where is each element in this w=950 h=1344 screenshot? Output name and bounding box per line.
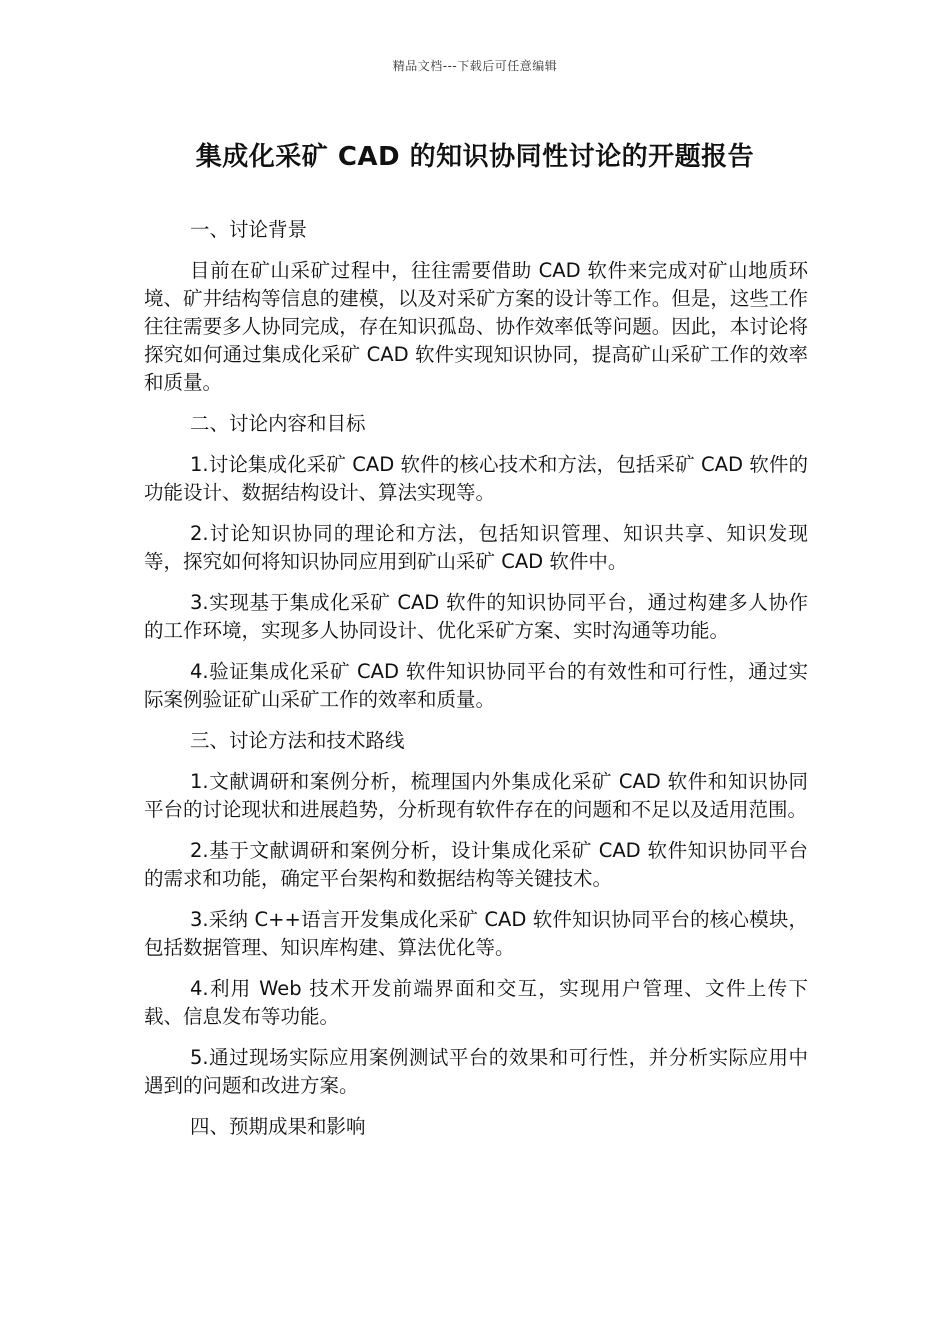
section-heading-methods: 三、讨论方法和技术路线: [190, 729, 405, 752]
paragraph-content-2: 2.讨论知识协同的理论和方法，包括知识管理、知识共享、知识发现等，探究如何将知识协同应用到矿山采矿 CAD 软件中。: [144, 522, 808, 573]
section-heading-background: 一、讨论背景: [190, 218, 308, 241]
paragraph-methods-3: 3.采纳 C++语言开发集成化采矿 CAD 软件知识协同平台的核心模块，包括数据管理、知识库构建、算法优化等。: [144, 908, 808, 959]
paragraph-methods-2: 2.基于文献调研和案例分析，设计集成化采矿 CAD 软件知识协同平台的需求和功能，确定平台架构和数据结构等关键技术。: [144, 839, 808, 890]
paragraph-methods-4: 4.利用 Web 技术开发前端界面和交互，实现用户管理、文件上传下载、信息发布等功能。: [144, 977, 808, 1028]
paragraph-methods-5: 5.通过现场实际应用案例测试平台的效果和可行性，并分析实际应用中遇到的问题和改进方案。: [144, 1046, 808, 1097]
paragraph-background: 目前在矿山采矿过程中，往往需要借助 CAD 软件来完成对矿山地质环境、矿井结构等信息的建模，以及对采矿方案的设计等工作。但是，这些工作往往需要多人协同完成，存在知识孤岛、协作效率低等问题。因此，本讨论将探究如何通过集成化采矿 CAD 软件实现知识协同，提高矿山采矿工作的效率和质量。: [144, 259, 808, 394]
header-note: 精品文档---下载后可任意编辑: [392, 59, 558, 73]
paragraph-content-1: 1.讨论集成化采矿 CAD 软件的核心技术和方法，包括采矿 CAD 软件的功能设计、数据结构设计、算法实现等。: [144, 453, 808, 504]
paragraph-content-3: 3.实现基于集成化采矿 CAD 软件的知识协同平台，通过构建多人协作的工作环境，实现多人协同设计、优化采矿方案、实时沟通等功能。: [144, 591, 808, 642]
paragraph-content-4: 4.验证集成化采矿 CAD 软件知识协同平台的有效性和可行性，通过实际案例验证矿山采矿工作的效率和质量。: [144, 660, 808, 711]
document-body: [144, 216, 808, 1154]
section-heading-outcomes: 四、预期成果和影响: [190, 1115, 366, 1138]
paragraph-methods-1: 1.文献调研和案例分析，梳理国内外集成化采矿 CAD 软件和知识协同平台的讨论现状和进展趋势，分析现有软件存在的问题和不足以及适用范围。: [144, 770, 808, 821]
section-heading-content-goals: 二、讨论内容和目标: [190, 412, 366, 435]
document-title: 集成化采矿 CAD 的知识协同性讨论的开题报告: [195, 142, 755, 172]
